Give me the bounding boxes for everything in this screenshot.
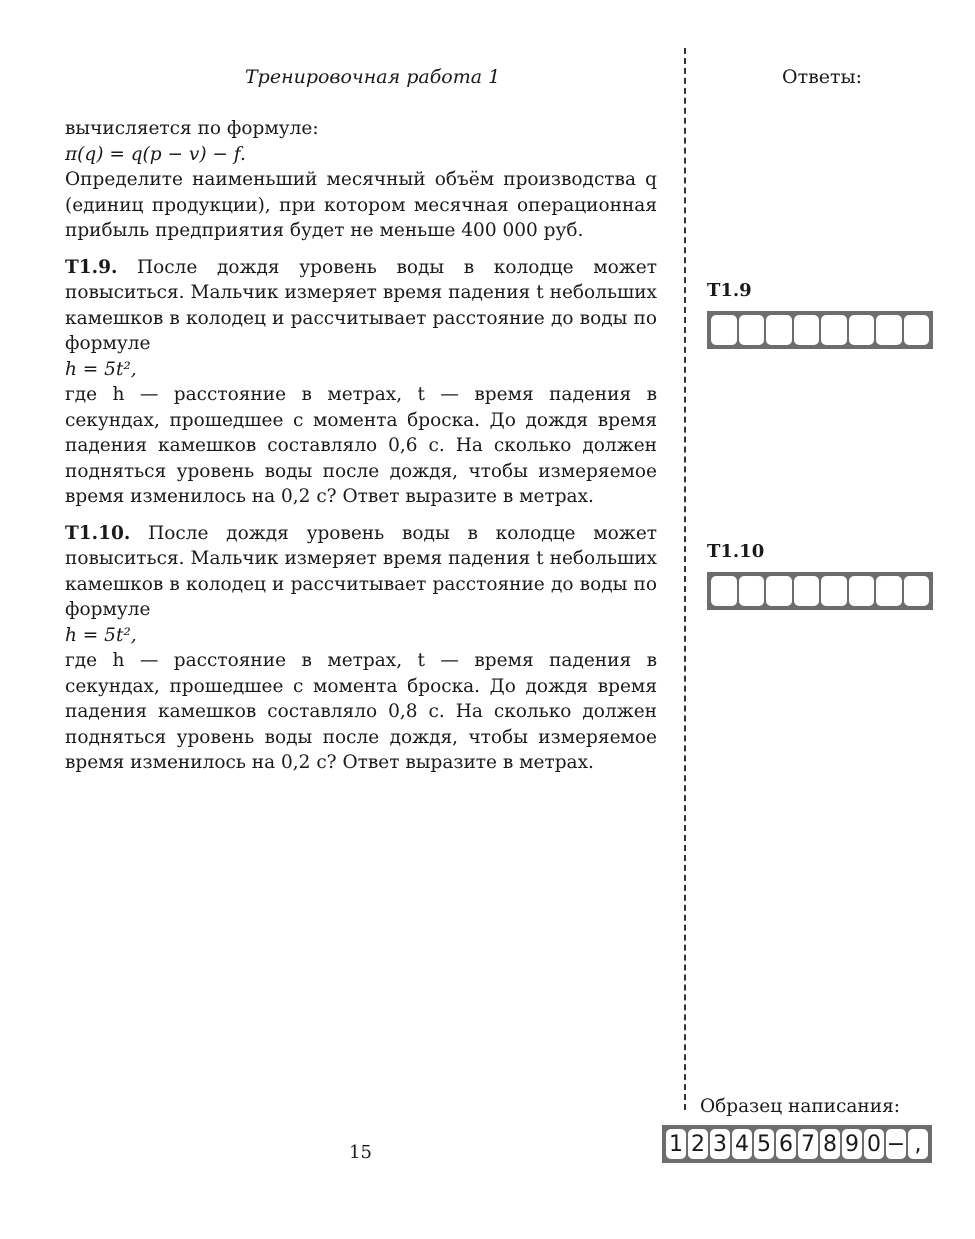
answer-cell[interactable] (739, 315, 765, 345)
sample-char: 3 (710, 1129, 730, 1159)
sample-char: 1 (666, 1129, 686, 1159)
sample-char: 2 (688, 1129, 708, 1159)
problem-text-continued: где h — расстояние в метрах, t — время падения в секундах, прошедшее с момента броска. До дождя время падения камешков составляло 0,6 с. На сколько должен подняться уровень воды после дождя, чтобы измеряемое время изменилось на 0,2 с? Ответ выразите в метрах. (65, 384, 657, 507)
answer-cell[interactable] (711, 576, 737, 606)
sample-char: , (908, 1129, 928, 1159)
answers-title: Ответы: (782, 66, 863, 88)
sample-char: 5 (754, 1129, 774, 1159)
sample-char: 6 (776, 1129, 796, 1159)
problem-formula: h = 5t², (65, 624, 137, 646)
sample-label: Образец написания: (700, 1096, 900, 1117)
sample-char: 4 (732, 1129, 752, 1159)
page-number: 15 (349, 1142, 372, 1163)
answer-cell[interactable] (876, 315, 902, 345)
sample-writing-grid (662, 1125, 932, 1163)
answer-cell[interactable] (904, 576, 930, 606)
problem-label: T1.9. (65, 256, 118, 278)
main-content (65, 116, 657, 776)
answer-cell[interactable] (821, 315, 847, 345)
sample-char: 7 (798, 1129, 818, 1159)
answer-label-t1-9: T1.9 (707, 280, 752, 301)
problem-t1-10 (65, 521, 657, 623)
answer-grid-t1-10[interactable] (707, 572, 933, 610)
problem-formula: h = 5t², (65, 358, 137, 380)
dashed-divider (684, 48, 686, 1110)
answer-cell[interactable] (821, 576, 847, 606)
problem-text: После дождя уровень воды в колодце может повыситься. Мальчик измеряет время падения t небольших камешков в колодец и рассчитывает расстояние до воды по формуле (65, 256, 657, 354)
problem-text: После дождя уровень воды в колодце может повыситься. Мальчик измеряет время падения t небольших камешков в колодец и рассчитывает расстояние до воды по формуле (65, 522, 657, 620)
sample-char: 0 (864, 1129, 884, 1159)
answer-cell[interactable] (711, 315, 737, 345)
problem-t1-9 (65, 255, 657, 357)
answer-cell[interactable] (794, 315, 820, 345)
problem-text-continued: где h — расстояние в метрах, t — время падения в секундах, прошедшее с момента броска. До дождя время падения камешков составляло 0,8 с. На сколько должен подняться уровень воды после дождя, чтобы измеряемое время изменилось на 0,2 с? Ответ выразите в метрах. (65, 650, 657, 773)
intro-question: Определите наименьший месячный объём производства q (единиц продукции), при котором месячная операционная прибыль предприятия будет не меньше 400 000 руб. (65, 169, 657, 241)
answer-grid-t1-9[interactable] (707, 311, 933, 349)
answer-cell[interactable] (849, 315, 875, 345)
header-title: Тренировочная работа 1 (245, 66, 501, 88)
answer-cell[interactable] (904, 315, 930, 345)
answer-label-t1-10: T1.10 (707, 541, 765, 562)
sample-char: 9 (842, 1129, 862, 1159)
answer-cell[interactable] (766, 315, 792, 345)
intro-formula: π(q) = q(p − v) − f. (65, 143, 246, 165)
answer-cell[interactable] (739, 576, 765, 606)
answer-cell[interactable] (849, 576, 875, 606)
sample-char: − (886, 1129, 906, 1159)
answer-cell[interactable] (794, 576, 820, 606)
answer-cell[interactable] (766, 576, 792, 606)
sample-char: 8 (820, 1129, 840, 1159)
answer-cell[interactable] (876, 576, 902, 606)
problem-label: T1.10. (65, 522, 131, 544)
intro-lead-text: вычисляется по формуле: (65, 118, 319, 139)
